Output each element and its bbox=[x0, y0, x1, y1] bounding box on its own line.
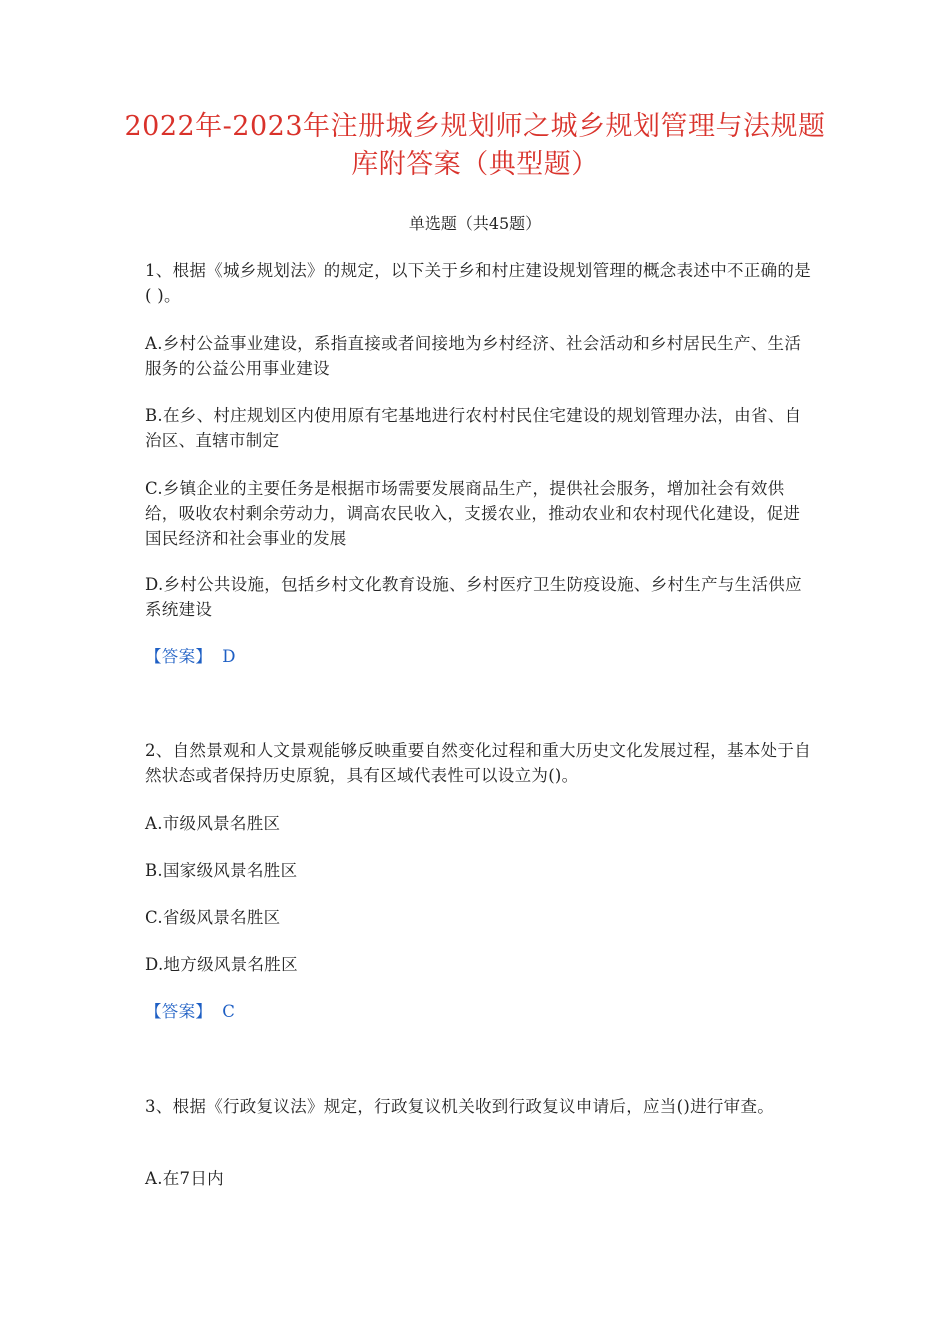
answer-value: D bbox=[222, 647, 236, 666]
question-3-stem: 3、根据《行政复议法》规定，行政复议机关收到行政复议申请后，应当()进行审查。 bbox=[145, 1097, 775, 1116]
document-title: 2022年-2023年注册城乡规划师之城乡规划管理与法规题库附答案（典型题） bbox=[124, 111, 826, 180]
question-1-stem: 1、根据《城乡规划法》的规定，以下关于乡和村庄建设规划管理的概念表述中不正确的是( )。 bbox=[145, 261, 811, 305]
answer-label: 【答案】 bbox=[145, 1002, 213, 1021]
question-2-stem: 2、自然景观和人文景观能够反映重要自然变化过程和重大历史文化发展过程，基本处于自然状态或者保持历史原貌，具有区域代表性可以设立为()。 bbox=[145, 741, 811, 785]
answer-label: 【答案】 bbox=[145, 647, 213, 666]
question-2-option-c: C.省级风景名胜区 bbox=[145, 908, 281, 927]
question-1-option-a: A.乡村公益事业建设，系指直接或者间接地为乡村经济、社会活动和乡村居民生产、生活服务的公益公用事业建设 bbox=[145, 334, 802, 378]
question-2-option-a: A.市级风景名胜区 bbox=[145, 814, 281, 833]
question-3-option-a: A.在7日内 bbox=[145, 1169, 224, 1188]
question-1-option-c: C.乡镇企业的主要任务是根据市场需要发展商品生产，提供社会服务，增加社会有效供给，吸收农村剩余劳动力，调高农民收入，支援农业，推动农业和农村现代化建设，促进国民经济和社会事业的发展 bbox=[145, 479, 801, 548]
section-heading: 单选题（共45题） bbox=[408, 214, 542, 233]
question-1-option-d: D.乡村公共设施，包括乡村文化教育设施、乡村医疗卫生防疫设施、乡村生产与生活供应系统建设 bbox=[145, 575, 802, 619]
question-1-answer bbox=[145, 644, 815, 669]
question-1-option-b: B.在乡、村庄规划区内使用原有宅基地进行农村村民住宅建设的规划管理办法，由省、自治区、直辖市制定 bbox=[145, 406, 802, 450]
question-2-option-b: B.国家级风景名胜区 bbox=[145, 861, 298, 880]
answer-value: C bbox=[222, 1002, 236, 1021]
question-2-option-d: D.地方级风景名胜区 bbox=[145, 955, 298, 974]
question-2-answer bbox=[145, 999, 815, 1024]
